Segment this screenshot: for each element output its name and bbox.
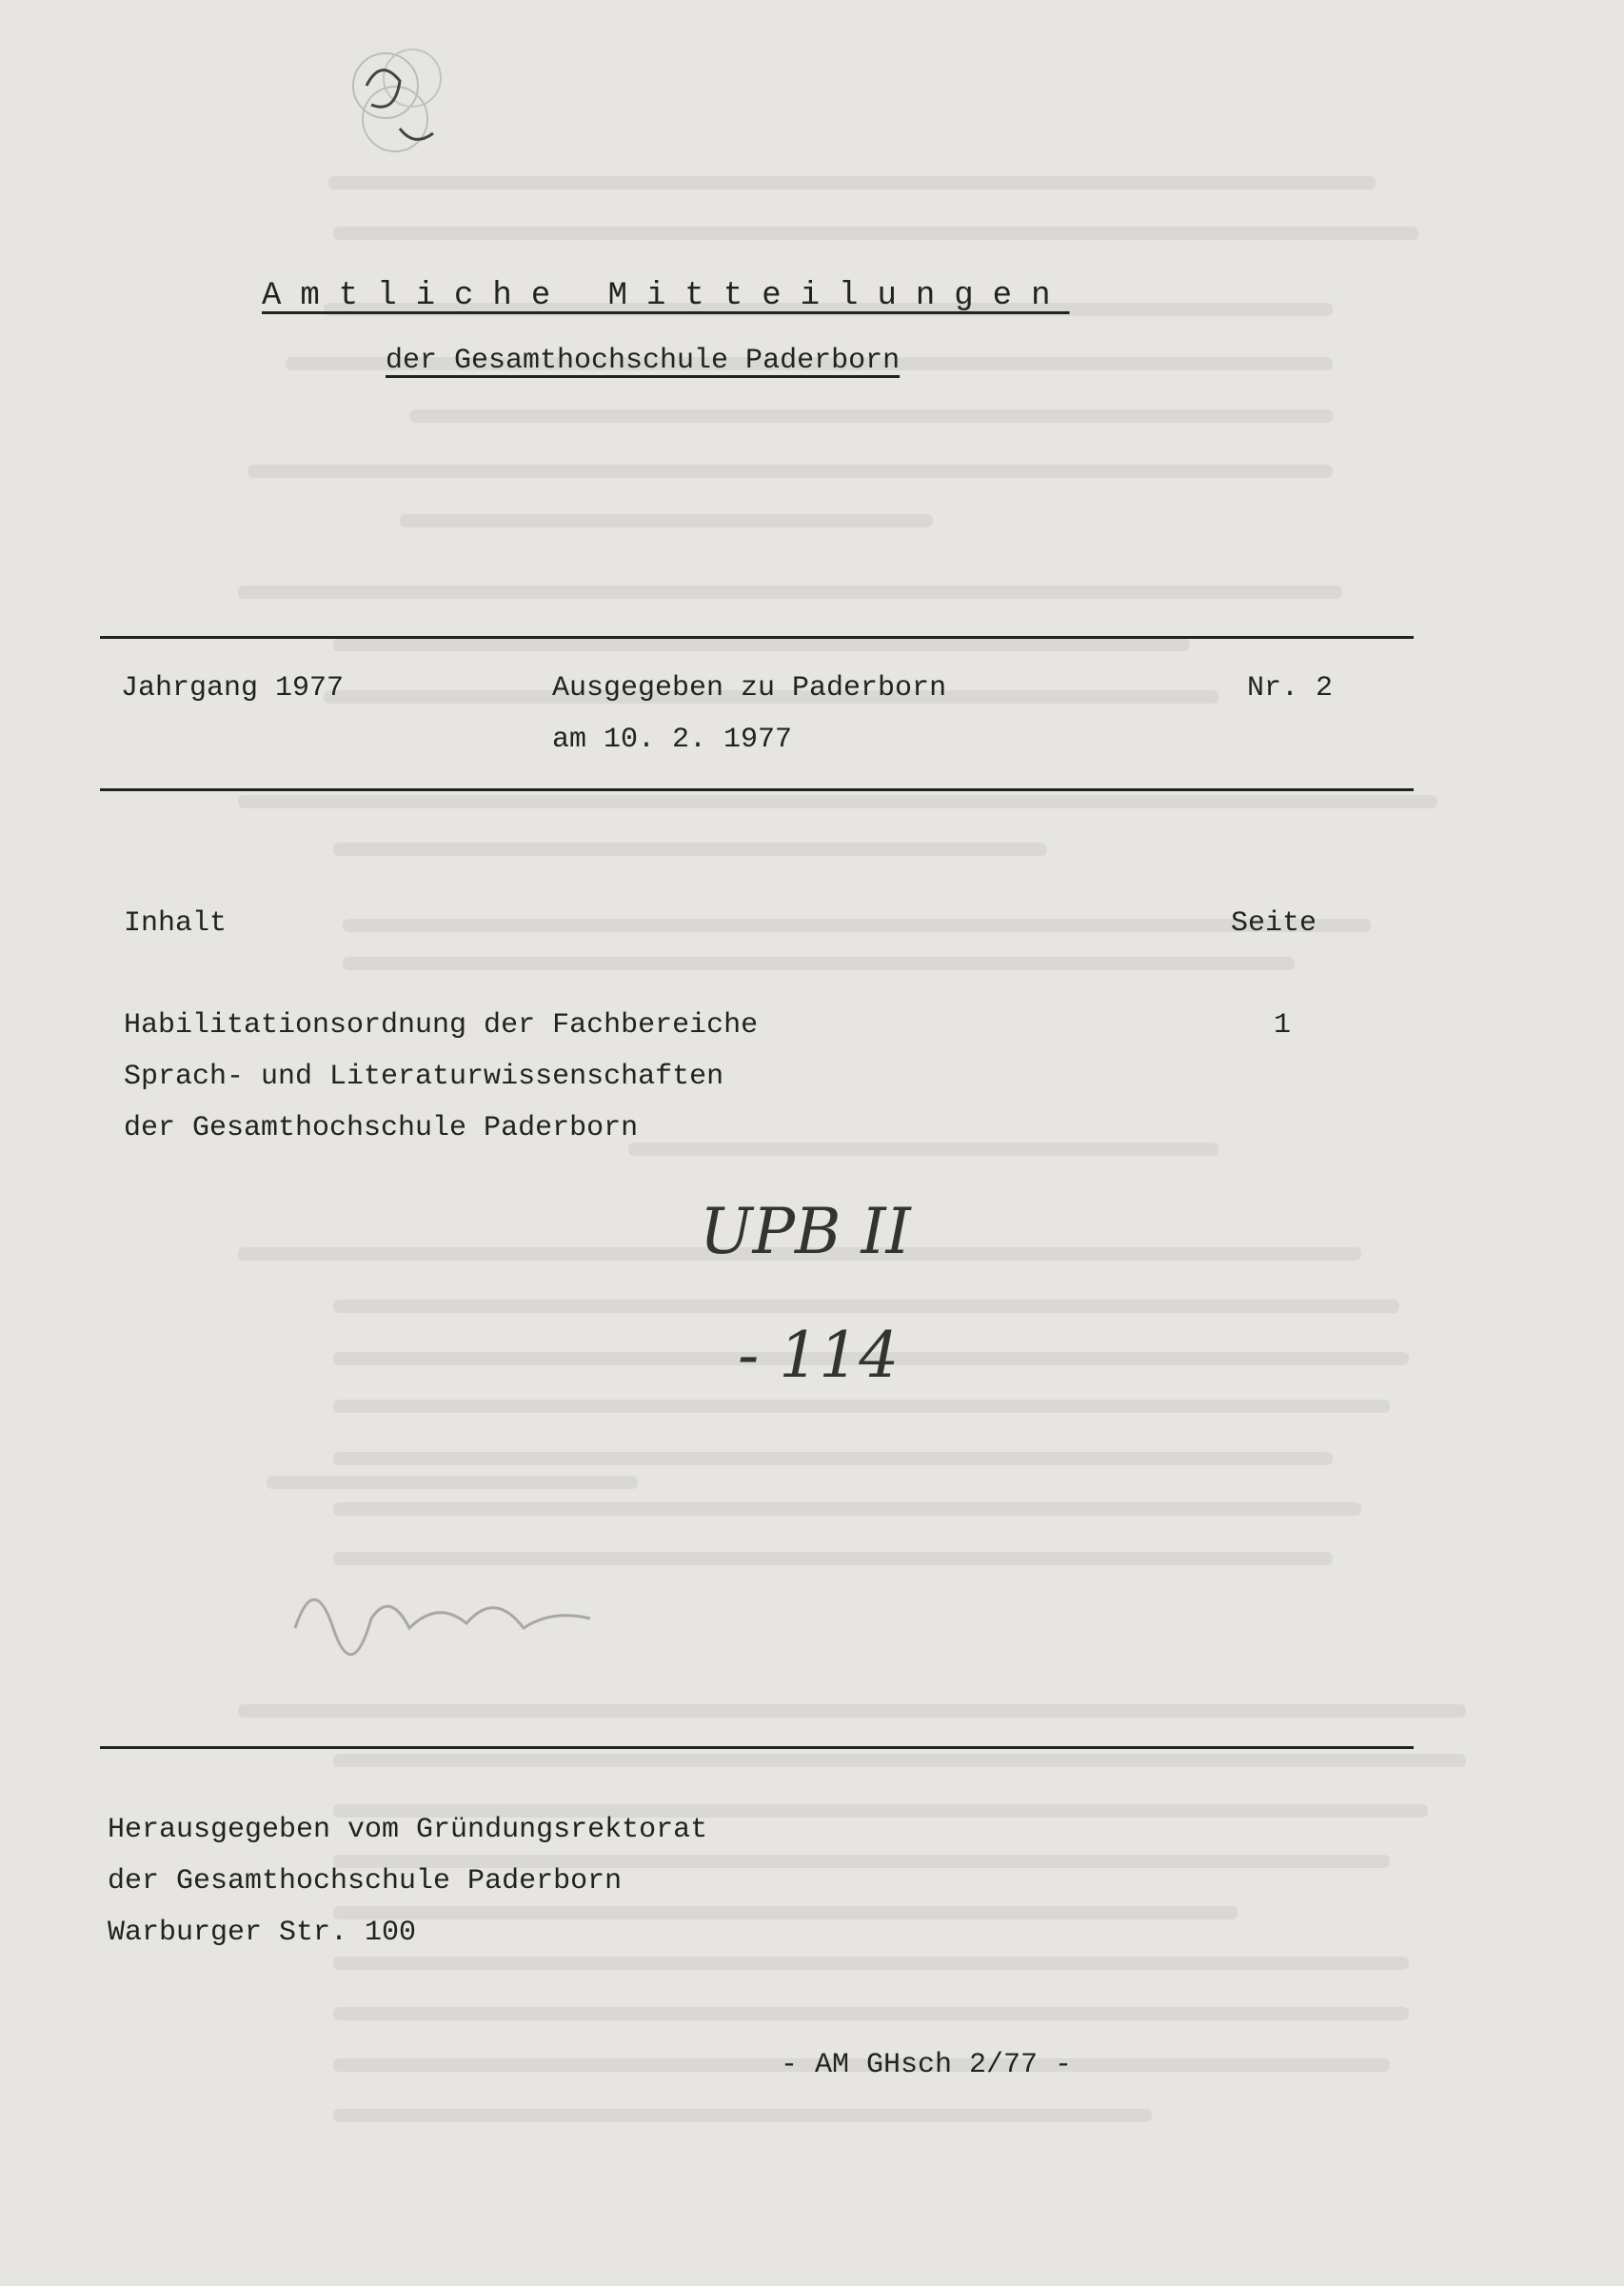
contents-entry-page: 1 xyxy=(1274,1009,1292,1042)
stamp-mark-icon xyxy=(328,29,481,181)
contents-heading: Inhalt xyxy=(124,907,228,940)
contents-page-heading: Seite xyxy=(1231,907,1317,940)
page-title: Amtliche Mitteilungen xyxy=(262,278,1070,314)
issue-date: am 10. 2. 1977 xyxy=(552,724,793,756)
issue-number: Nr. 2 xyxy=(1247,672,1334,705)
signature-bleed-icon xyxy=(286,1561,628,1676)
publisher-line: Herausgegeben vom Gründungsrektorat xyxy=(108,1814,708,1846)
footer-reference: - AM GHsch 2/77 - xyxy=(781,2049,1073,2081)
issue-place: Ausgegeben zu Paderborn xyxy=(552,672,947,705)
divider-middle xyxy=(100,788,1414,791)
publisher-line: Warburger Str. 100 xyxy=(108,1917,417,1949)
publisher-line: der Gesamthochschule Paderborn xyxy=(108,1865,623,1898)
contents-entry-line: der Gesamthochschule Paderborn xyxy=(124,1112,639,1144)
page-subtitle: der Gesamthochschule Paderborn xyxy=(386,345,901,377)
issue-year: Jahrgang 1977 xyxy=(121,672,345,705)
contents-entry-line: Sprach- und Literaturwissenschaften xyxy=(124,1061,724,1093)
divider-bottom xyxy=(100,1746,1414,1749)
handwritten-annotation: UPB II xyxy=(700,1195,911,1268)
contents-entry-line: Habilitationsordnung der Fachbereiche xyxy=(124,1009,759,1042)
divider-top xyxy=(100,636,1414,639)
handwritten-annotation: - 114 xyxy=(738,1319,900,1392)
